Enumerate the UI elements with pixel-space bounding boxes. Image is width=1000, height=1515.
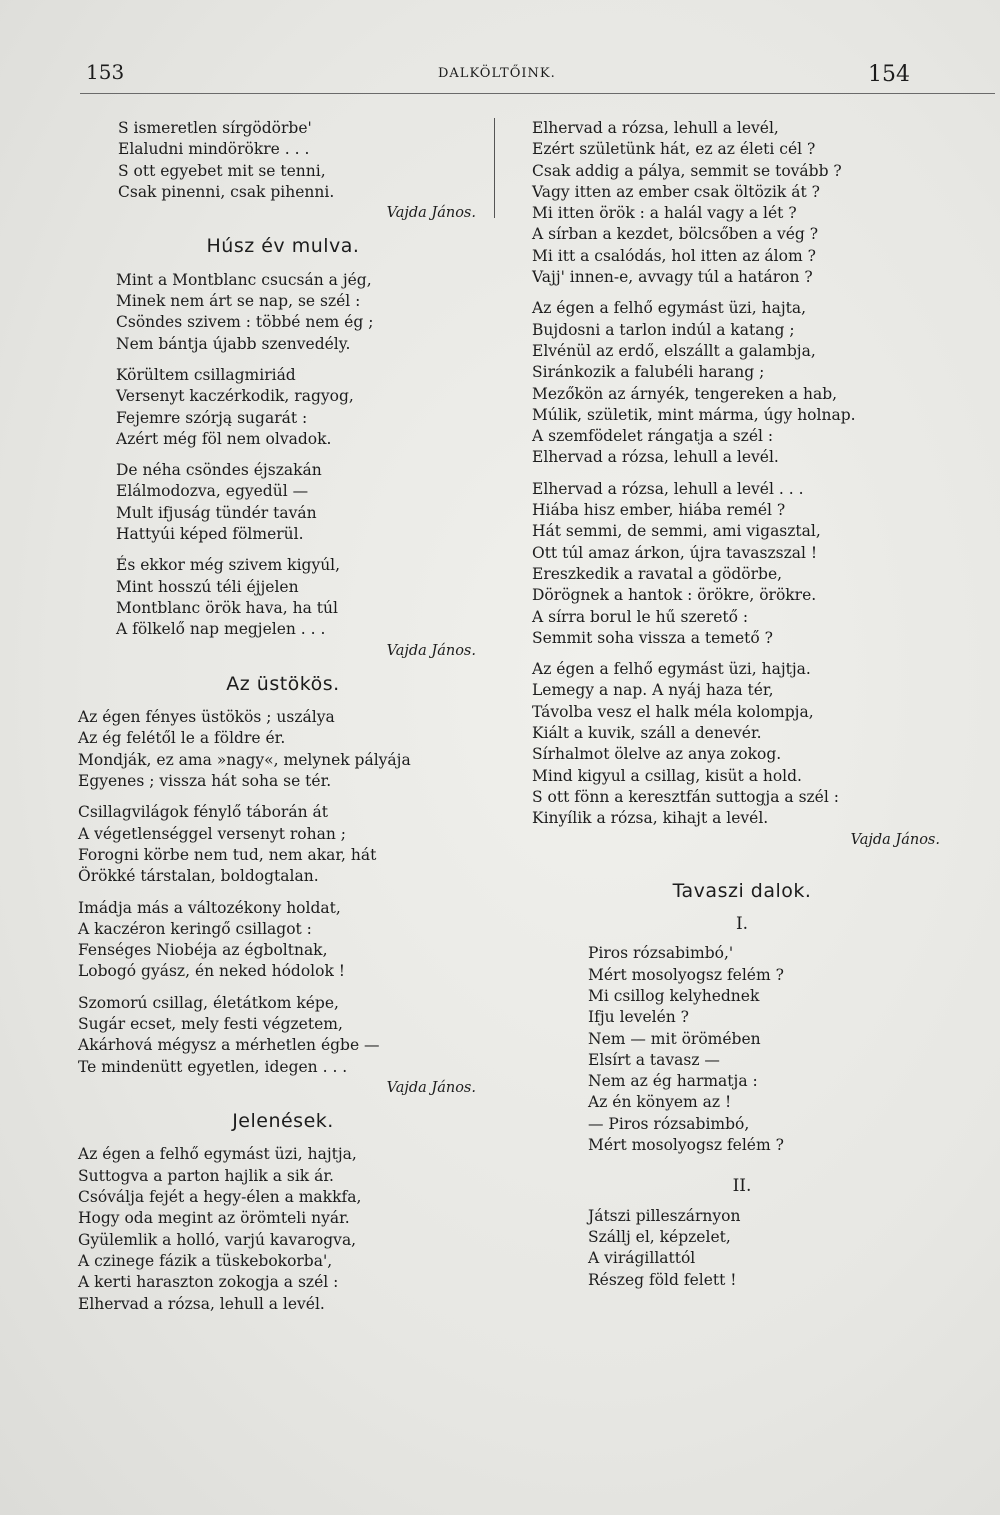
poem-line: Elvénül az erdő, elszállt a galambja, xyxy=(532,341,816,360)
stanza xyxy=(78,270,488,355)
stanza xyxy=(532,1206,952,1291)
poem-line: Hát semmi, de semmi, ami vigasztal, xyxy=(532,522,821,541)
page-header xyxy=(0,58,1000,98)
poem-line: Csak pinenni, csak pihenni. xyxy=(118,182,335,201)
poem-line: Elhervad a rózsa, lehull a levél. xyxy=(532,448,779,467)
poem-line: Mondják, ez ama »nagy«, melynek pályája xyxy=(78,750,411,769)
poem-line: Mért mosolyogsz felém ? xyxy=(588,1136,784,1155)
poem-line: — Piros rózsabimbó, xyxy=(588,1114,750,1133)
poem-line: Elálmodozva, egyedül — xyxy=(116,482,309,501)
poem-line: Mint hosszú téli éjjelen xyxy=(116,577,299,596)
poem-line: Hogy oda megint az örömteli nyár. xyxy=(78,1209,350,1228)
poem-line: Mi itt a csalódás, hol itten az álom ? xyxy=(532,246,816,265)
poem-line: A sírban a kezdet, bölcsőben a vég ? xyxy=(532,225,819,244)
poem-line: A czinege fázik a tüskebokorba', xyxy=(78,1251,333,1270)
header-rule xyxy=(80,93,995,94)
stanza xyxy=(532,479,952,649)
poem-line: Mi csillog kelyhednek xyxy=(588,986,760,1005)
poem-line: Nem bántja újabb szenvedély. xyxy=(116,334,351,353)
poem-line: Ereszkedik a ravatal a gödörbe, xyxy=(532,564,783,583)
stanza xyxy=(78,555,488,640)
poem-line: Azért még föl nem olvadok. xyxy=(116,429,332,448)
poem-line: Fejemre szórją sugarát : xyxy=(116,408,308,427)
stanza xyxy=(78,460,488,545)
poem-line: Montblanc örök hava, ha túl xyxy=(116,598,338,617)
poem-line: A fölkelő nap megjelen . . . xyxy=(116,620,326,639)
stanza xyxy=(78,1144,488,1314)
column-divider xyxy=(494,118,495,218)
poem-line: A szemfödelet rángatja a szél : xyxy=(532,427,774,446)
poem-line: Ifju levelén ? xyxy=(588,1008,689,1027)
poem-line: Te mindenütt egyetlen, idegen . . . xyxy=(78,1057,348,1076)
author-signature: Vajda János. xyxy=(386,642,476,659)
poem-line: Vajj' innen-e, avvagy túl a határon ? xyxy=(532,268,813,287)
poem-line: Elhervad a rózsa, lehull a levél, xyxy=(532,119,779,137)
poem-line: Elsírt a tavasz — xyxy=(588,1050,720,1069)
poem-line: Az ég felétől le a földre ér. xyxy=(78,729,286,748)
poem-line: Az én könyem az ! xyxy=(588,1093,732,1112)
poem-line: Mind kigyul a csillag, kisüt a hold. xyxy=(532,766,802,785)
poem-line: Az égen a felhő egymást üzi, hajta, xyxy=(532,299,807,318)
poem-line: S ott egyebet mit se tenni, xyxy=(118,161,326,180)
poem-line: Múlik, születik, mint márma, úgy holnap. xyxy=(532,405,856,424)
stanza xyxy=(78,898,488,983)
poem-line: Az égen a felhő egymást üzi, hajtja, xyxy=(78,1145,357,1164)
stanza xyxy=(78,993,488,1078)
poem-line: Csak addig a pálya, semmit se tovább ? xyxy=(532,161,842,180)
stanza xyxy=(532,118,952,288)
poem-line: Bujdosni a tarlon indúl a katang ; xyxy=(532,320,795,339)
poem-line: A kaczéron keringő csillagot : xyxy=(78,919,312,938)
poem-line: Forogni körbe nem tud, nem akar, hát xyxy=(78,845,377,864)
poem-line: S ott fönn a keresztfán suttogja a szél : xyxy=(532,787,839,806)
poem-line: Dörögnek a hantok : örökre, örökre. xyxy=(532,586,817,605)
poem-line: Csóválja fejét a hegy-élen a makkfa, xyxy=(78,1188,362,1207)
poem-line: Az égen fényes üstökös ; uszálya xyxy=(78,708,335,727)
poem-line: Lobogó gyász, én neked hódolok ! xyxy=(78,962,346,981)
poem-line: Mi itten örök : a halál vagy a lét ? xyxy=(532,204,797,223)
poem-line: Mult ifjuság tündér taván xyxy=(116,503,317,522)
poem-line: Nem — mit örömében xyxy=(588,1029,761,1048)
page-number-right: 154 xyxy=(868,62,910,87)
poem-line: A virágillattól xyxy=(588,1249,696,1268)
poem-line: A sírra borul le hű szerető : xyxy=(532,607,749,626)
poem-line: Versenyt kaczérkodik, ragyog, xyxy=(116,387,354,406)
poem-line: Minek nem árt se nap, se szél : xyxy=(116,292,361,311)
poem-line: Szomorú csillag, életátkom képe, xyxy=(78,993,339,1012)
author-signature: Vajda János. xyxy=(850,831,940,848)
section-number: I. xyxy=(735,914,749,935)
left-column xyxy=(78,118,488,1325)
poem-line: A végetlenséggel versenyt rohan ; xyxy=(78,824,346,843)
page-number-left: 153 xyxy=(86,60,125,84)
poem-title: Jelenések. xyxy=(232,1110,334,1133)
poem-line: Mint a Montblanc csucsán a jég, xyxy=(116,270,372,289)
author-signature: Vajda János. xyxy=(386,205,476,222)
poem-line: Sírhalmot ölelve az anya zokog. xyxy=(532,745,782,764)
stanza xyxy=(78,707,488,792)
stanza xyxy=(78,365,488,450)
poem-line: Mezőkön az árnyék, tengereken a hab, xyxy=(532,384,838,403)
poem-title: Tavaszi dalok. xyxy=(672,879,812,902)
poem-line: Az égen a felhő egymást üzi, hajtja. xyxy=(532,660,811,679)
poem-line: Suttogva a parton hajlik a sik ár. xyxy=(78,1166,334,1185)
poem-line: Ott túl amaz árkon, újra tavaszszal ! xyxy=(532,543,818,562)
poem-line: Mért mosolyogsz felém ? xyxy=(588,965,784,984)
poem-line: Siránkozik a falubéli harang ; xyxy=(532,363,765,382)
poem-line: Körültem csillagmiriád xyxy=(116,365,296,384)
poem-line: Semmit soha vissza a temető ? xyxy=(532,628,773,647)
poem-line: Elhervad a rózsa, lehull a levél . . . xyxy=(532,479,804,498)
poem-line: Elhervad a rózsa, lehull a levél. xyxy=(78,1294,325,1313)
poem-line: Fenséges Niobéja az égboltnak, xyxy=(78,941,328,960)
poem-line: Lemegy a nap. A nyáj haza tér, xyxy=(532,681,774,700)
poem-line: Távolba vesz el halk méla kolompja, xyxy=(532,702,814,721)
poem-line: Csöndes szivem : többé nem ég ; xyxy=(116,313,374,332)
running-head: DALKÖLTŐINK. xyxy=(438,66,556,81)
poem-line: Vagy itten az ember csak öltözik át ? xyxy=(532,182,820,201)
poem-line: Kinyílik a rózsa, kihajt a levél. xyxy=(532,809,769,828)
stanza xyxy=(78,118,488,203)
poem-line: Akárhová mégysz a mérhetlen égbe — xyxy=(78,1036,380,1055)
poem-line: Imádja más a változékony holdat, xyxy=(78,898,341,917)
section-number: II. xyxy=(732,1176,752,1197)
stanza xyxy=(532,943,952,1156)
poem-line: Kiált a kuvik, száll a denevér. xyxy=(532,724,762,743)
poem-line: Csillagvilágok fénylő táborán át xyxy=(78,803,328,822)
poem-line: Részeg föld felett ! xyxy=(588,1270,737,1289)
poem-line: Ezért születünk hát, ez az életi cél ? xyxy=(532,140,816,159)
poem-line: Szállj el, képzelet, xyxy=(588,1227,731,1246)
author-signature: Vajda János. xyxy=(386,1079,476,1096)
poem-title: Az üstökös. xyxy=(226,672,340,695)
poem-title: Húsz év mulva. xyxy=(206,235,360,258)
poem-line: De néha csöndes éjszakán xyxy=(116,461,322,480)
stanza xyxy=(78,802,488,887)
poem-line: Sugár ecset, mely festi végzetem, xyxy=(78,1014,343,1033)
poem-line: Hiába hisz ember, hiába remél ? xyxy=(532,501,786,520)
poem-line: Elaludni mindörökre . . . xyxy=(118,140,310,159)
poem-line: Örökké társtalan, boldogtalan. xyxy=(78,867,319,886)
poem-line: S ismeretlen sírgödörbe' xyxy=(118,119,312,137)
poem-line: És ekkor még szivem kigyúl, xyxy=(116,556,341,575)
right-column xyxy=(532,118,952,1301)
poem-line: A kerti haraszton zokogja a szél : xyxy=(78,1273,339,1292)
stanza xyxy=(532,659,952,829)
poem-line: Játszi pilleszárnyon xyxy=(588,1206,741,1225)
poem-line: Gyülemlik a holló, varjú kavarogva, xyxy=(78,1230,357,1249)
poem-line: Nem az ég harmatja : xyxy=(588,1072,758,1091)
poem-line: Hattyúi képed fölmerül. xyxy=(116,525,304,544)
stanza xyxy=(532,298,952,468)
poem-line: Egyenes ; vissza hát soha se tér. xyxy=(78,772,332,791)
poem-line: Piros rózsabimbó,' xyxy=(588,944,734,963)
